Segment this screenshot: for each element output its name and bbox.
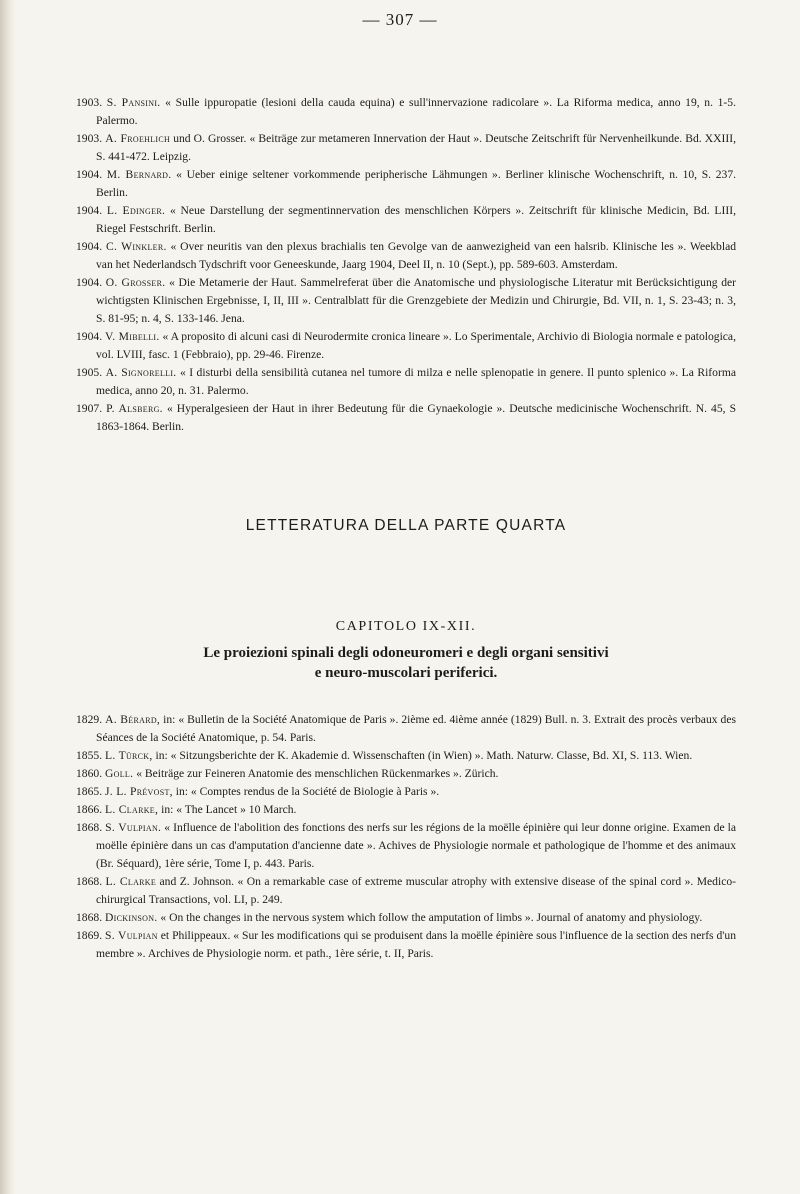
reference-text: in: « Bulletin de la Société Anatomique de Paris ». 2ième ed. 4ième année (1829) Bull. n. 3. Extrait des procès verbaux des Séances de la Société Anatomique, p. 54. Paris. [96,713,736,744]
reference-entry [76,400,736,436]
reference-text: « Over neuritis van den plexus brachialis ten Gevolge van de aanwezigheid van een halsrib. Klinische les ». Weekblad van het Nederlandsch Tydschrift voor Geneeskunde, Jaarg 1904, Deel II, n. 10 (Sept.), pp. 589-603. Amsterdam. [96,240,737,271]
page-number: — 307 — [362,10,438,29]
reference-author: A. Froehlich [105,132,171,145]
reference-author: L. Clarke, [105,803,159,816]
reference-text: « Hyperalgesieen der Haut in ihrer Bedeutung für die Gynaekologie ». Deutsche medicinische Wochenschrift. N. 45, S 1863-1864. Berlin. [96,402,737,433]
reference-text: in: « The Lancet » 10 March. [161,803,297,816]
reference-entry [76,94,736,130]
reference-text: and Z. Johnson. « On a remarkable case of extreme muscular atrophy with extensive disease of the spinal cord ». Medico-chirurgical Transactions, vol. LI, p. 249. [96,875,737,906]
reference-entry [76,130,736,166]
reference-year: 1829. [76,713,103,726]
reference-entry [76,328,736,364]
reference-text: in: « Sitzungsberichte der K. Akademie d. Wissenschaften (in Wien) ». Math. Naturw. Classe, Bd. XI, S. 113. Wien. [155,749,693,762]
reference-entry [76,166,736,202]
section-heading: LETTERATURA DELLA PARTE QUARTA [245,517,567,534]
reference-author: J. L. Prévost, [105,785,173,798]
reference-year: 1868. [76,911,103,924]
reference-author: L. Clarke [105,875,157,888]
references-list-top [76,94,736,436]
chapter-subtitle-line-2: e neuro-muscolari periferici. [314,665,498,681]
reference-year: 1904. [76,276,103,289]
reference-year: 1903. [76,96,103,109]
reference-entry [76,873,736,909]
reference-text: « Neue Darstellung der segmentinnervation des menschlichen Körpers ». Zeitschrift für klinische Medicin, Bd. LIII, Riegel Festschrift. Berlin. [96,204,736,235]
reference-year: 1855. [76,749,103,762]
reference-text: « Sulle ippuropatie (lesioni della cauda equina) e sull'innervazione radicolare ». La Riforma medica, anno 19, n. 1-5. Palermo. [96,96,736,127]
reference-text: « Influence de l'abolition des fonctions des nerfs sur les régions de la moëlle épinière qui leur donne origine. Examen de la moëlle épinière dans un cas d'amputation d'ancienne date ». Achives de Physiologie normale et pathologique de l'homme et des animaux (Br. Séquard), 1ère série, Tome I, p. 443. Paris. [96,821,736,870]
reference-author: S. Vulpian. [105,821,162,834]
reference-year: 1905. [76,366,103,379]
reference-author: L. Edinger. [106,204,166,217]
reference-text: « Die Metamerie der Haut. Sammelreferat über die Anatomische und physiologische Literatur mit Berücksichtigung der wichtigsten Klinischen Ergebnisse, I, II, III ». Centralblatt für die Grenzgebiete der Medizin und Chirurgie, Bd. VII, n. 1, S. 23-43; n. 3, S. 81-95; n. 4, S. 133-146. Jena. [96,276,737,325]
reference-year: 1860. [76,767,103,780]
reference-year: 1868. [76,875,103,888]
reference-entry [76,274,736,328]
reference-entry [76,747,736,765]
reference-year: 1866. [76,803,103,816]
reference-text: « Ueber einige seltener vorkommende peripherische Lähmungen ». Berliner klinische Wochenschrift, n. 10, S. 237. Berlin. [96,168,737,199]
reference-year: 1904. [76,240,103,253]
reference-author: S. Pansini. [106,96,161,109]
reference-year: 1903. [76,132,103,145]
reference-author: M. Bernard. [106,168,172,181]
reference-text: et Philippeaux. « Sur les modifications qui se produisent dans la moëlle épinière sous l'influence de la section des nerfs d'un membre ». Archives de Physiologie norm. et path., 1ère série, t. II, Paris. [96,929,736,960]
reference-year: 1869. [76,929,103,942]
reference-entry [76,364,736,400]
reference-entry [76,711,736,747]
page-edge-shadow [0,0,16,1194]
reference-author: C. Winkler. [105,240,167,253]
reference-text: « Beiträge zur Feineren Anatomie des menschlichen Rückenmarkes ». Zürich. [136,767,499,780]
reference-author: L. Türck, [105,749,153,762]
reference-author: Goll. [105,767,134,780]
references-list-bottom [76,711,736,963]
reference-author: O. Grosser. [105,276,166,289]
reference-entry [76,202,736,238]
reference-year: 1907. [76,402,103,415]
reference-entry [76,927,736,963]
reference-year: 1904. [76,330,103,343]
reference-year: 1904. [76,168,103,181]
reference-year: 1904. [76,204,103,217]
reference-text: in: « Comptes rendus de la Société de Biologie à Paris ». [175,785,440,798]
reference-author: A. Signorelli. [105,366,177,379]
reference-author: Dickinson. [105,911,158,924]
reference-entry [76,801,736,819]
reference-entry [76,909,736,927]
reference-entry [76,783,736,801]
reference-author: A. Bérard, [105,713,161,726]
reference-entry [76,765,736,783]
reference-entry [76,819,736,873]
reference-text: und O. Grosser. « Beiträge zur metameren Innervation der Haut ». Deutsche Zeitschrift für Nervenheilkunde. Bd. XXIII, S. 441-472. Leipzig. [96,132,736,163]
reference-year: 1868. [76,821,103,834]
reference-year: 1865. [76,785,103,798]
reference-text: « On the changes in the nervous system which follow the amputation of limbs ». Journal of anatomy and physiology. [160,911,703,924]
chapter-subtitle [76,643,736,683]
reference-text: « I disturbi della sensibilità cutanea nel tumore di milza e nelle splenopatie in genere. Il punto splenico ». La Riforma medica, anno 20, n. 31. Palermo. [96,366,736,397]
reference-author: S. Vulpian [105,929,158,942]
chapter-subtitle-line-1: Le proiezioni spinali degli odoneuromeri e degli organi sensitivi [203,645,609,661]
reference-text: « A proposito di alcuni casi di Neurodermite cronica lineare ». Lo Sperimentale, Archivio di Biologia normale e patologica, vol. LVIII, fasc. 1 (Febbraio), pp. 29-46. Firenze. [96,330,736,361]
chapter-title: CAPITOLO IX-XII. [335,619,477,634]
reference-author: P. Alsberg. [106,402,163,415]
reference-entry [76,238,736,274]
reference-author: V. Mibelli. [105,330,160,343]
